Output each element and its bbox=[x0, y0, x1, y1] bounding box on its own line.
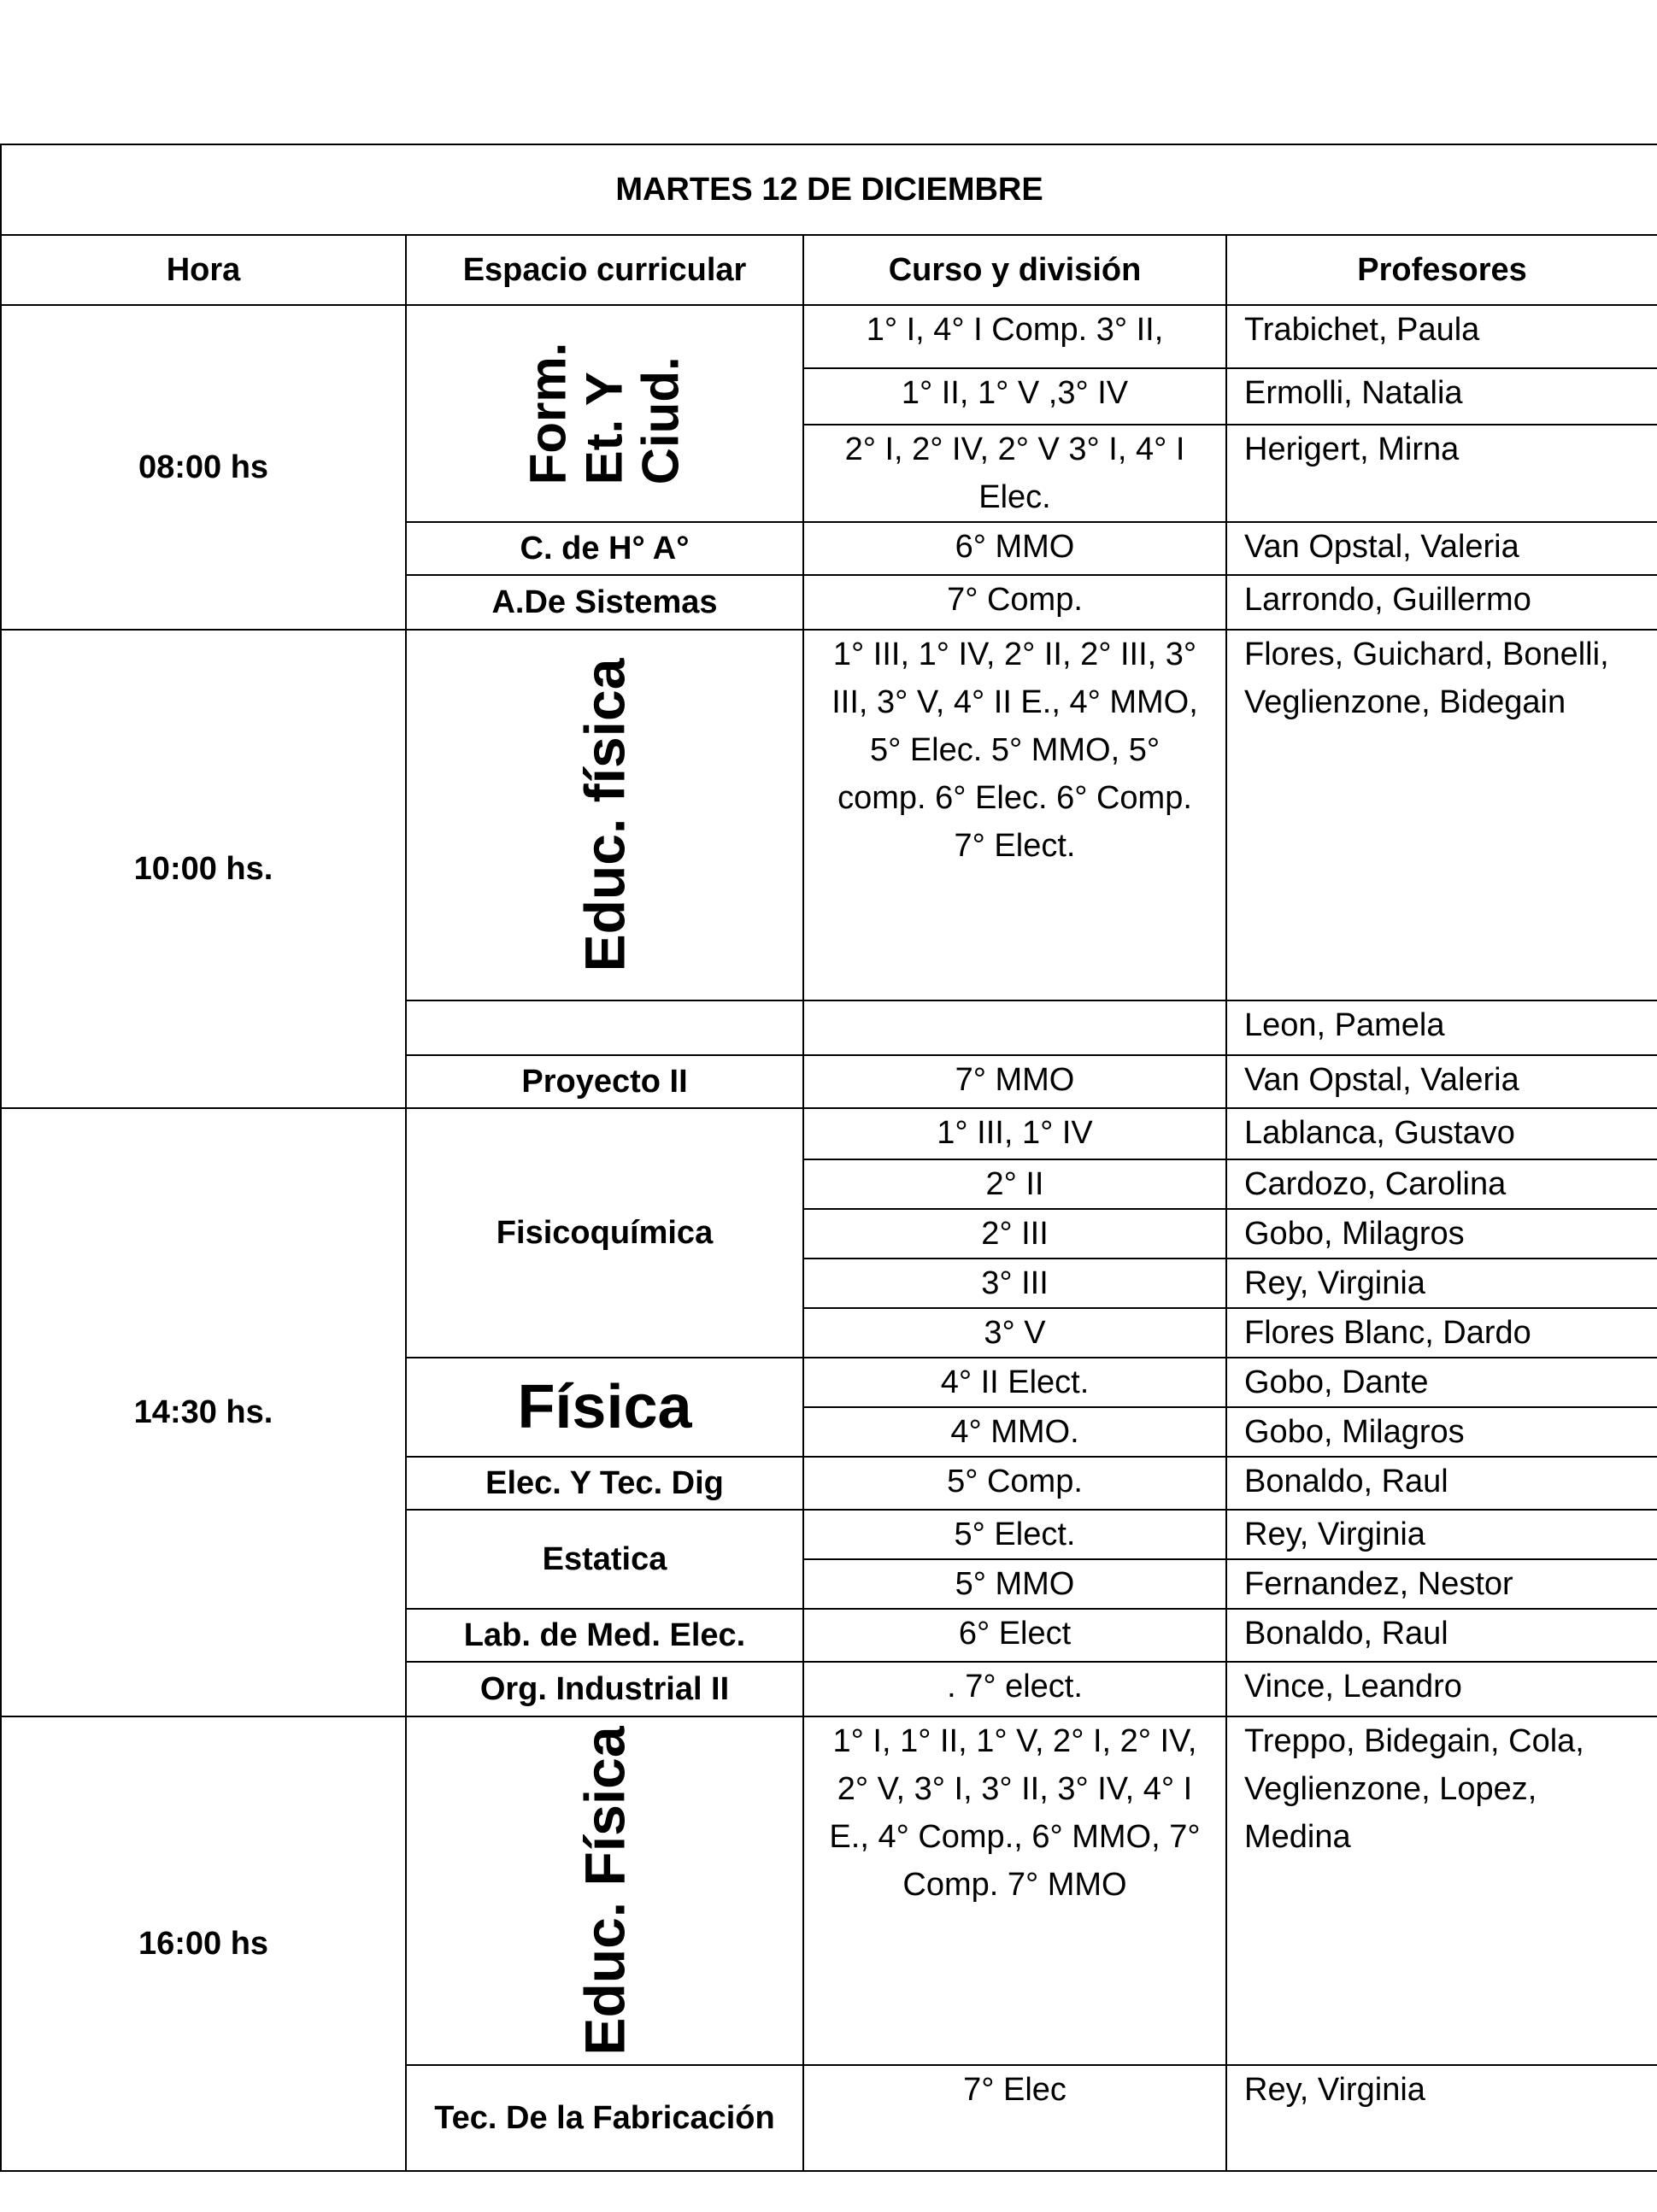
curso-cell: 5° Comp. bbox=[803, 1457, 1226, 1510]
prof-cell: Flores Blanc, Dardo bbox=[1226, 1308, 1657, 1358]
prof-cell: Fernandez, Nestor bbox=[1226, 1559, 1657, 1609]
prof-cell: Treppo, Bidegain, Cola, Veglienzone, Lopez, Medina bbox=[1226, 1716, 1657, 2065]
prof-cell: Rey, Virginia bbox=[1226, 1510, 1657, 1559]
espacio-form-et-ciud-label: Form. Et. Y Ciud. bbox=[519, 342, 690, 485]
prof-cell: Vince, Leandro bbox=[1226, 1662, 1657, 1716]
prof-cell: Flores, Guichard, Bonelli, Veglienzone, Bidegain bbox=[1226, 630, 1657, 1000]
page-title: MARTES 12 DE DICIEMBRE bbox=[1, 144, 1657, 235]
curso-cell: 4° MMO. bbox=[803, 1407, 1226, 1457]
prof-cell: Gobo, Dante bbox=[1226, 1358, 1657, 1407]
espacio-cell bbox=[406, 1000, 803, 1055]
espacio-educ-fisica-tarde bbox=[406, 1716, 803, 2065]
espacio-cell: Proyecto II bbox=[406, 1055, 803, 1108]
curso-cell: 3° V bbox=[803, 1308, 1226, 1358]
prof-cell: Larrondo, Guillermo bbox=[1226, 575, 1657, 630]
curso-cell: 7° Comp. bbox=[803, 575, 1226, 630]
curso-cell: 1° I, 1° II, 1° V, 2° I, 2° IV, 2° V, 3° I, 3° II, 3° IV, 4° I E., 4° Comp., 6° MMO, 7° Comp. 7° MMO bbox=[803, 1716, 1226, 2065]
curso-cell: 5° Elect. bbox=[803, 1510, 1226, 1559]
curso-cell: 4° II Elect. bbox=[803, 1358, 1226, 1407]
curso-cell: 2° III bbox=[803, 1209, 1226, 1259]
prof-cell: Van Opstal, Valeria bbox=[1226, 1055, 1657, 1108]
espacio-fisicoquimica: Fisicoquímica bbox=[406, 1108, 803, 1358]
curso-cell: 5° MMO bbox=[803, 1559, 1226, 1609]
espacio-cell: Org. Industrial II bbox=[406, 1662, 803, 1716]
prof-cell: Bonaldo, Raul bbox=[1226, 1457, 1657, 1510]
header-curso: Curso y división bbox=[803, 235, 1226, 305]
curso-cell: 7° MMO bbox=[803, 1055, 1226, 1108]
curso-cell: . 7° elect. bbox=[803, 1662, 1226, 1716]
header-hora: Hora bbox=[1, 235, 406, 305]
espacio-cell: C. de H° A° bbox=[406, 522, 803, 575]
prof-cell: Bonaldo, Raul bbox=[1226, 1609, 1657, 1662]
espacio-educ-fisica-label: Educ. física bbox=[573, 658, 637, 972]
prof-cell: Rey, Virginia bbox=[1226, 2065, 1657, 2171]
curso-cell: 1° III, 1° IV bbox=[803, 1108, 1226, 1159]
curso-cell: 6° Elect bbox=[803, 1609, 1226, 1662]
prof-cell: Gobo, Milagros bbox=[1226, 1209, 1657, 1259]
espacio-cell: Tec. De la Fabricación bbox=[406, 2065, 803, 2171]
hora-1000: 10:00 hs. bbox=[1, 630, 406, 1108]
schedule-table bbox=[0, 144, 1657, 2172]
curso-cell: 1° III, 1° IV, 2° II, 2° III, 3° III, 3° V, 4° II E., 4° MMO, 5° Elec. 5° MMO, 5° comp. 6° Elec. 6° Comp. 7° Elect. bbox=[803, 630, 1226, 1000]
prof-cell: Rey, Virginia bbox=[1226, 1259, 1657, 1308]
hora-1600: 16:00 hs bbox=[1, 1716, 406, 2171]
espacio-educ-fisica bbox=[406, 630, 803, 1000]
header-profesores: Profesores bbox=[1226, 235, 1657, 305]
prof-cell: Trabichet, Paula bbox=[1226, 305, 1657, 368]
curso-cell: 1° I, 4° I Comp. 3° II, bbox=[803, 305, 1226, 368]
prof-cell: Cardozo, Carolina bbox=[1226, 1159, 1657, 1209]
espacio-cell: Lab. de Med. Elec. bbox=[406, 1609, 803, 1662]
espacio-cell: A.De Sistemas bbox=[406, 575, 803, 630]
espacio-fisica: Física bbox=[406, 1358, 803, 1457]
curso-cell bbox=[803, 1000, 1226, 1055]
hora-1430: 14:30 hs. bbox=[1, 1108, 406, 1716]
espacio-form-et-ciud bbox=[406, 305, 803, 522]
prof-cell: Leon, Pamela bbox=[1226, 1000, 1657, 1055]
hora-0800: 08:00 hs bbox=[1, 305, 406, 630]
prof-cell: Gobo, Milagros bbox=[1226, 1407, 1657, 1457]
curso-cell: 7° Elec bbox=[803, 2065, 1226, 2171]
espacio-cell: Elec. Y Tec. Dig bbox=[406, 1457, 803, 1510]
curso-cell: 3° III bbox=[803, 1259, 1226, 1308]
prof-cell: Ermolli, Natalia bbox=[1226, 368, 1657, 425]
header-espacio: Espacio curricular bbox=[406, 235, 803, 305]
prof-cell: Herigert, Mirna bbox=[1226, 425, 1657, 522]
curso-cell: 1° II, 1° V ,3° IV bbox=[803, 368, 1226, 425]
prof-cell: Lablanca, Gustavo bbox=[1226, 1108, 1657, 1159]
espacio-estatica: Estatica bbox=[406, 1510, 803, 1609]
curso-cell: 6° MMO bbox=[803, 522, 1226, 575]
curso-cell: 2° I, 2° IV, 2° V 3° I, 4° I Elec. bbox=[803, 425, 1226, 522]
espacio-educ-fisica-tarde-label: Educ. Física bbox=[573, 1726, 637, 2056]
curso-cell: 2° II bbox=[803, 1159, 1226, 1209]
prof-cell: Van Opstal, Valeria bbox=[1226, 522, 1657, 575]
